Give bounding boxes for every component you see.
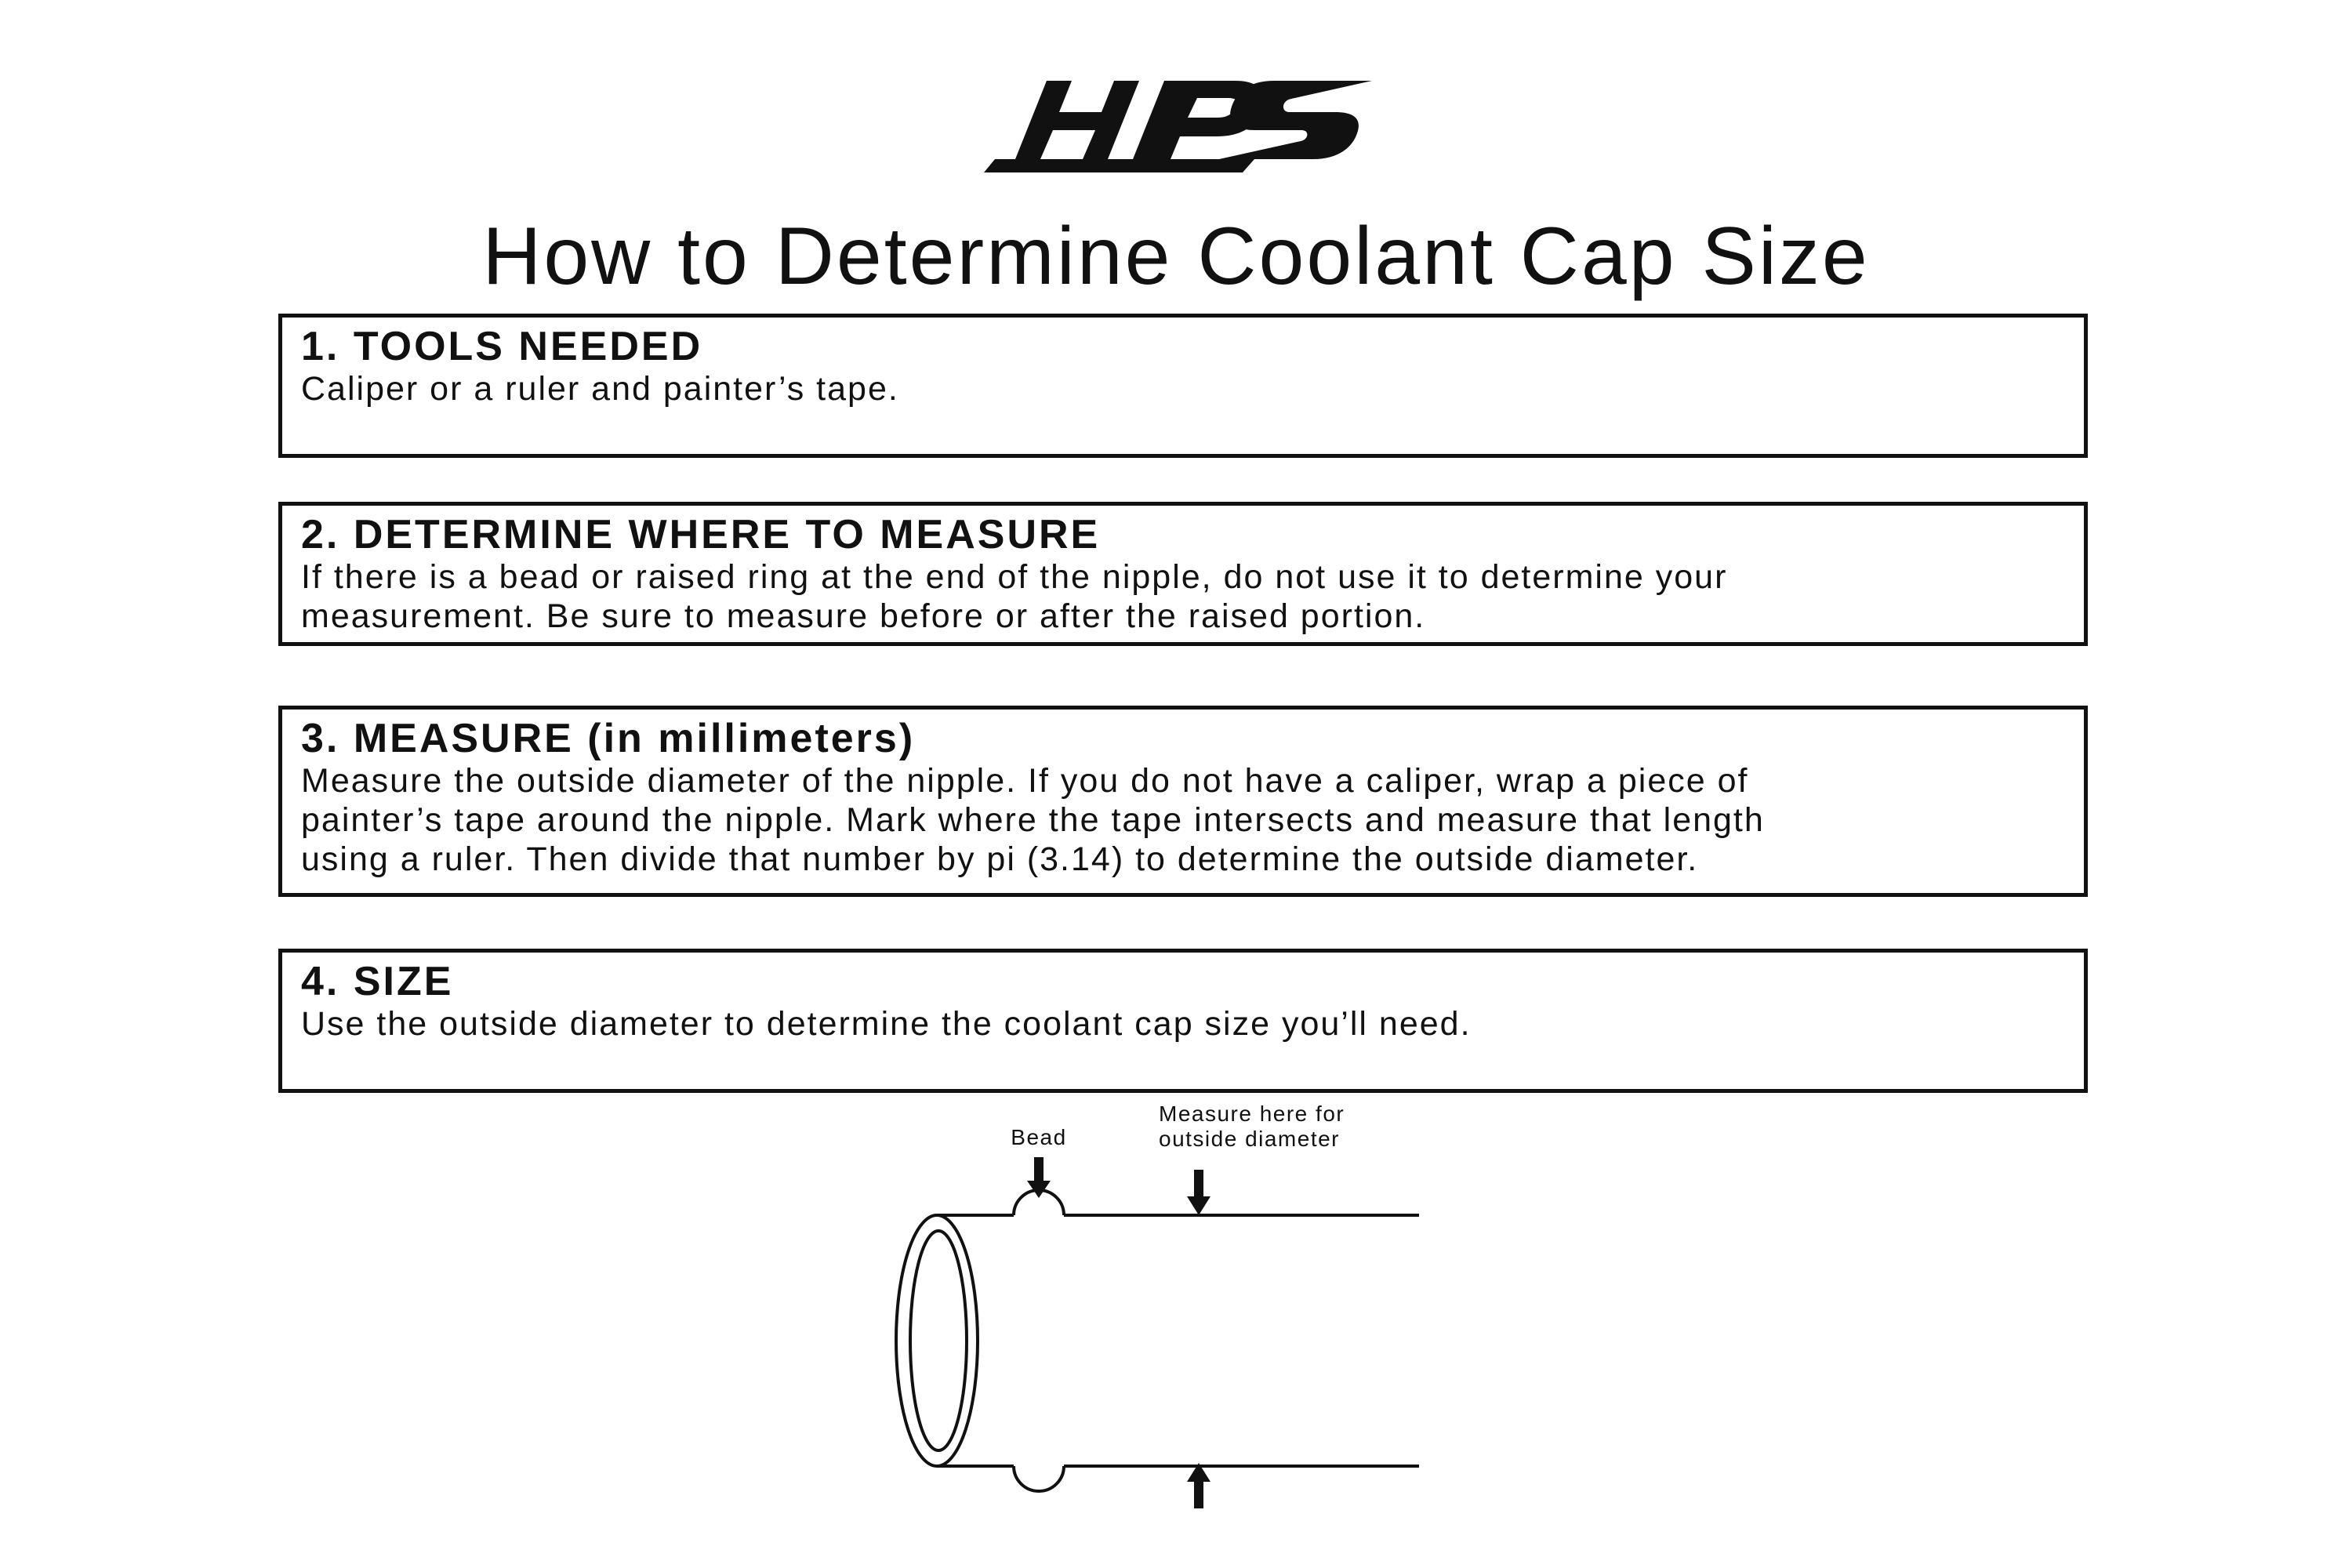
- step-heading: 3. MEASURE (in millimeters): [301, 716, 916, 761]
- step-text-line: measurement. Be sure to measure before or after the raised portion.: [301, 597, 1426, 635]
- measure-arrow-bottom-icon: [1187, 1463, 1210, 1508]
- step-text-line: Caliper or a ruler and painter’s tape.: [301, 370, 899, 408]
- nipple-diagram: [870, 1098, 1466, 1521]
- measure-label-line2: outside diameter: [1159, 1127, 1341, 1151]
- measure-arrow-top-icon: [1187, 1170, 1210, 1215]
- hps-logo: [984, 77, 1384, 175]
- pipe-body: [896, 1190, 1419, 1491]
- step-text-line: Measure the outside diameter of the nipple. If you do not have a caliper, wrap a piece of: [301, 762, 1749, 800]
- step-text-line: If there is a bead or raised ring at the end of the nipple, do not use it to determine your: [301, 558, 1728, 596]
- step-text-line: Use the outside diameter to determine the coolant cap size you’ll need.: [301, 1005, 1472, 1043]
- step-size: [278, 949, 2088, 1093]
- step-heading: 1. TOOLS NEEDED: [301, 324, 703, 369]
- step-text-line: using a ruler. Then divide that number by pi (3.14) to determine the outside diameter.: [301, 840, 1699, 878]
- step-text-line: painter’s tape around the nipple. Mark where the tape intersects and measure that length: [301, 801, 1765, 839]
- hps-logo-graphic: [984, 77, 1384, 175]
- measure-label-line1: Measure here for: [1159, 1102, 1345, 1126]
- page-title: How to Determine Coolant Cap Size: [482, 211, 1870, 302]
- step-measure: [278, 706, 2088, 897]
- bead-label: Bead: [1011, 1125, 1067, 1149]
- step-determine-where: [278, 502, 2088, 646]
- step-heading: 4. SIZE: [301, 959, 454, 1004]
- step-heading: 2. DETERMINE WHERE TO MEASURE: [301, 512, 1101, 557]
- nipple-diagram-graphic: [870, 1098, 1466, 1521]
- step-tools-needed: [278, 314, 2088, 458]
